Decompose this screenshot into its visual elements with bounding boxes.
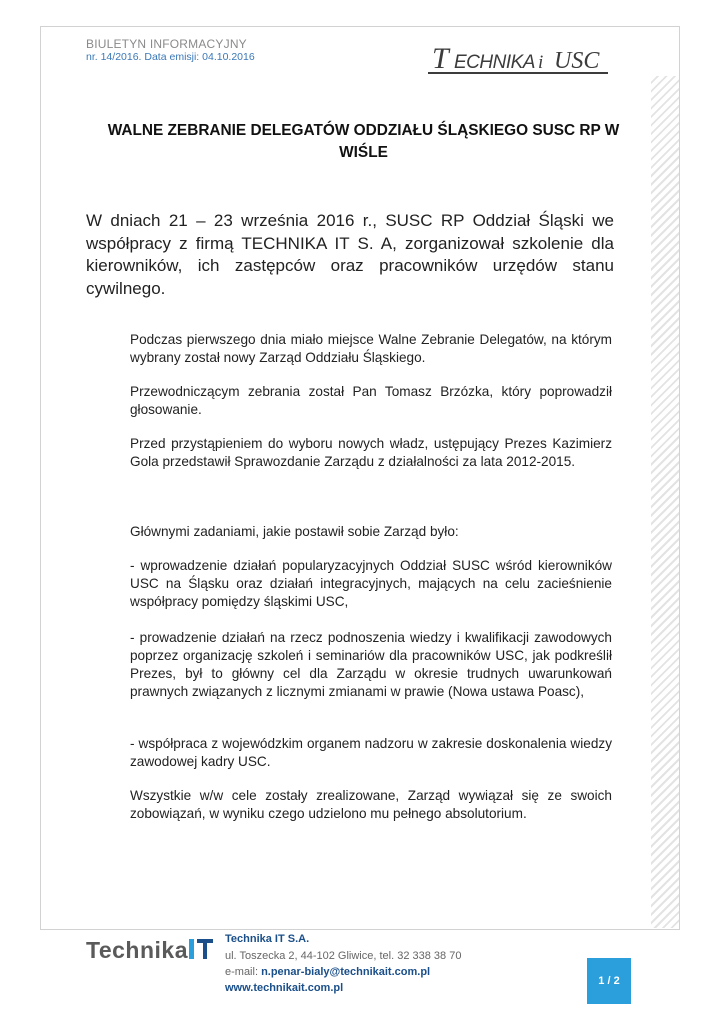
footer-email-line [225, 966, 430, 978]
paragraph-7: - współpraca z wojewódzkim organem nadzoru w zakresie doskonalenia wiedzy zawodowej kadry USC. [130, 736, 612, 769]
paragraph-2: Przewodniczącym zebrania został Pan Tomasz Brzózka, który poprowadził głosowanie. [130, 384, 612, 417]
logo-letter-t: T [432, 42, 449, 75]
paragraph-3: Przed przystąpieniem do wyboru nowych władz, ustępujący Prezes Kazimierz Gola przedstawił Sprawozdanie Zarządu z działalności za lata 2012-2015. [130, 436, 612, 469]
paragraph-4: Głównymi zadaniami, jakie postawił sobie Zarząd było: [130, 524, 459, 539]
svg-text:ECHNIKA: ECHNIKA [454, 52, 535, 73]
paragraph-8: Wszystkie w/w cele zostały zrealizowane, Zarząd wywiązał się ze swoich zobowiązań, w wyniku czego udzielono mu pełnego absolutorium. [130, 788, 612, 821]
document-title: WALNE ZEBRANIE DELEGATÓW ODDZIAŁU ŚLĄSKIEGO SUSC RP W WIŚLE [107, 122, 620, 161]
issue-info: nr. 14/2016. Data emisji: 04.10.2016 [86, 51, 255, 63]
bulletin-title: BIULETYN INFORMACYJNY [86, 37, 247, 51]
svg-text:i: i [538, 52, 544, 73]
footer-address: ul. Toszecka 2, 44-102 Gliwice, tel. 32 338 38 70 [225, 950, 462, 962]
paragraph-6: - prowadzenie działań na rzecz podnoszenia wiedzy i kwalifikacji zawodowych poprzez organizację szkoleń i seminariów dla pracowników USC, jak podkreślił Prezes, był to główny cel dla Zarządu w okresie trudnych uwarunkowań prawnych związanych z licznymi zmianami w prawie (Nowa ustawa Poasc), [130, 630, 612, 699]
footer-company: Technika IT S.A. [225, 933, 310, 945]
technika-usc-logo [428, 38, 608, 78]
footer-email-label: e-mail: [225, 966, 262, 978]
page-number-badge: 1 / 2 [587, 958, 631, 1004]
technika-it-logo [86, 932, 216, 966]
lead-paragraph: W dniach 21 – 23 września 2016 r., SUSC RP Oddział Śląski we współpracy z firmą TECHNIKA IT S. A, zorganizował szkolenie dla kierowników, ich zastępców oraz pracowników urzędów stanu cywilnego. [86, 211, 614, 298]
paragraph-1: Podczas pierwszego dnia miało miejsce Walne Zebranie Delegatów, na którym wybrany został nowy Zarząd Oddziału Śląskiego. [130, 332, 612, 365]
svg-text:Technika: Technika [86, 937, 188, 963]
footer-website-link[interactable]: www.technikait.com.pl [225, 982, 344, 994]
decorative-stripe [651, 76, 679, 928]
paragraph-5: - wprowadzenie działań popularyzacyjnych Oddział SUSC wśród kierowników USC na Śląsku oraz działań integracyjnych, mających na celu zacieśnienie współpracy pomiędzy śląskimi USC, [130, 558, 612, 609]
svg-text:USC: USC [554, 48, 600, 74]
footer-email-link[interactable]: n.penar-bialy@technikait.com.pl [261, 966, 431, 978]
